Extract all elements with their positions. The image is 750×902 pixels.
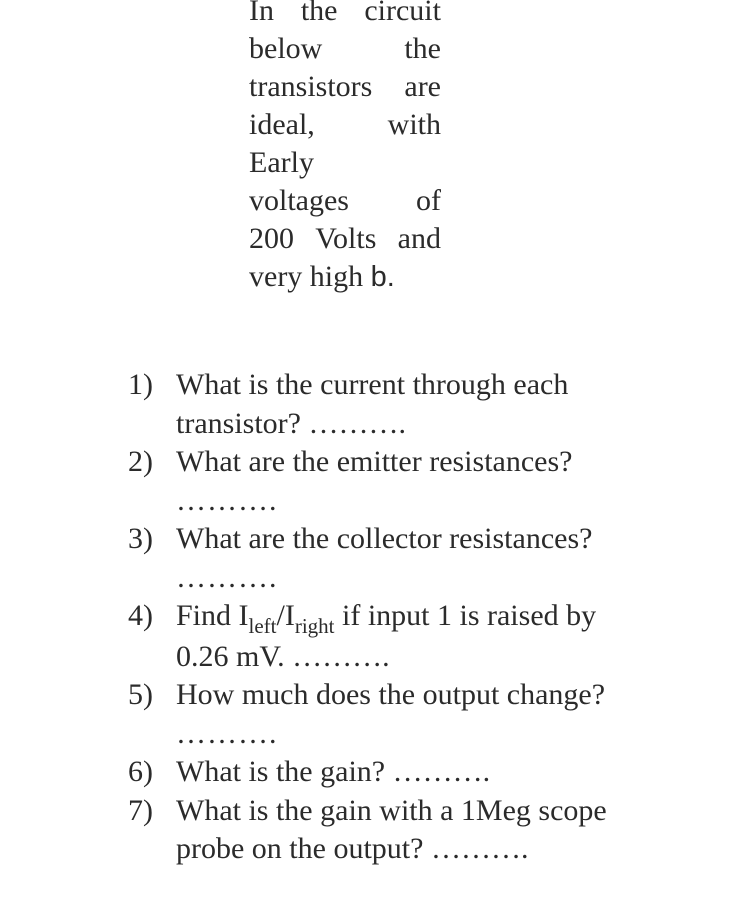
intro-line-2 xyxy=(249,30,441,68)
question-number: 2) xyxy=(128,445,153,478)
question-list xyxy=(128,366,688,869)
intro-paragraph xyxy=(249,0,441,296)
intro-last-line-text: very high b. xyxy=(249,260,395,293)
beta-symbol: b xyxy=(370,261,387,293)
question-answer-line: ………. xyxy=(176,716,278,750)
intro-word: and xyxy=(397,222,441,255)
subscript-right: right xyxy=(294,614,335,638)
intro-word: the xyxy=(300,0,338,27)
question-number: 5) xyxy=(128,678,153,711)
intro-word: 200 xyxy=(249,222,294,255)
intro-word: are xyxy=(404,70,441,103)
intro-line-5 xyxy=(249,144,441,182)
question-2 xyxy=(128,443,688,520)
question-text: What is the gain with a 1Meg scope xyxy=(176,793,607,827)
subscript-left: left xyxy=(248,614,277,638)
intro-period: . xyxy=(386,261,395,293)
intro-word: Volts xyxy=(315,222,377,255)
intro-line-1 xyxy=(249,0,441,30)
intro-line-7 xyxy=(249,220,441,258)
question-number: 7) xyxy=(128,793,153,827)
intro-word: with xyxy=(387,108,441,141)
intro-word: below xyxy=(249,32,323,65)
question-7 xyxy=(128,792,688,869)
intro-line-8 xyxy=(249,258,441,296)
question-1 xyxy=(128,366,688,443)
question-3 xyxy=(128,520,688,597)
intro-word: voltages xyxy=(249,184,349,217)
intro-word: Early xyxy=(249,146,314,179)
question-answer-line: transistor? ………. xyxy=(176,406,406,440)
intro-word: transistors xyxy=(249,70,373,103)
intro-line-4 xyxy=(249,106,441,144)
question-number: 3) xyxy=(128,522,153,555)
intro-word: In xyxy=(249,0,274,27)
question-text: What is the current through each xyxy=(176,368,569,401)
intro-word: the xyxy=(404,32,441,65)
intro-word: ideal, xyxy=(249,108,315,141)
question-answer-line: 0.26 mV. ………. xyxy=(176,639,390,673)
question-text: What are the collector resistances? xyxy=(176,522,593,555)
intro-word: circuit xyxy=(364,0,441,27)
question-4 xyxy=(128,597,688,676)
question-text: What is the gain? ………. xyxy=(176,755,491,788)
question-5 xyxy=(128,676,688,753)
intro-line-3 xyxy=(249,68,441,106)
question-number: 1) xyxy=(128,368,153,401)
question-answer-line: ………. xyxy=(176,560,278,594)
intro-line-6 xyxy=(249,182,441,220)
question-number: 6) xyxy=(128,755,153,788)
question-text: What are the emitter resistances? xyxy=(176,445,573,478)
question-number: 4) xyxy=(128,599,153,632)
question-answer-line: probe on the output? ………. xyxy=(176,832,529,865)
question-text: Find $I_{left}/I_{right}$ if input 1 is raised by xyxy=(176,599,597,638)
intro-word: of xyxy=(416,184,441,217)
question-answer-line: ………. xyxy=(176,483,278,517)
question-text: How much does the output change? xyxy=(176,678,606,711)
question-6 xyxy=(128,753,688,792)
